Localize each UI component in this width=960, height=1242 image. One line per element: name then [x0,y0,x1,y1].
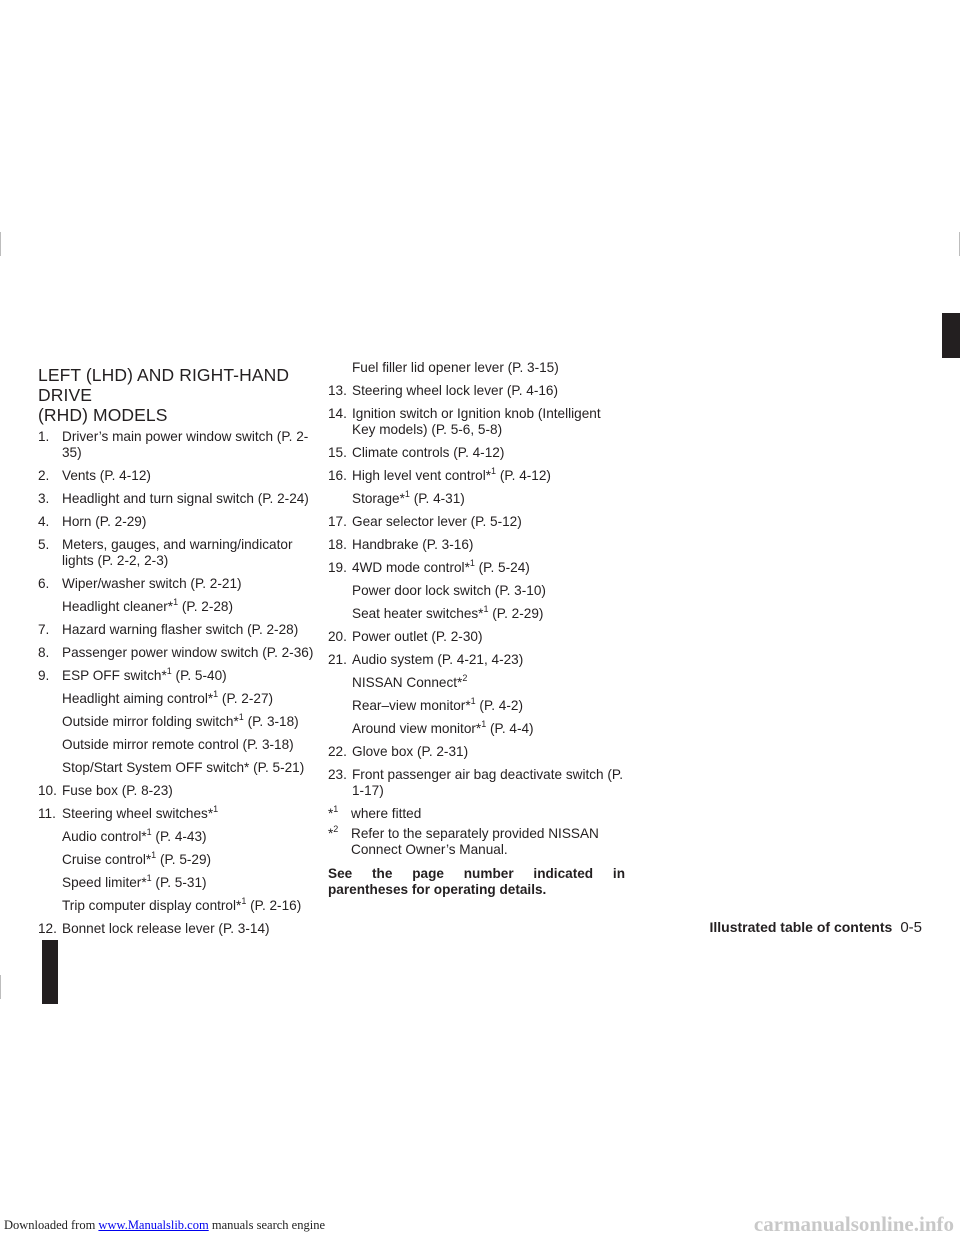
list-item [38,829,323,845]
item-page-ref: (P. 5-40) [171,668,227,683]
asterisk: * [328,826,334,841]
item-page-ref: (P. 2-27) [218,691,274,706]
watermark-logo: carmanualsonline.info [753,1212,954,1236]
item-text: Rear–view monitor* [352,698,471,713]
item-text: Power outlet (P. 2-30) [352,629,483,644]
item-number: 4. [38,514,50,529]
item-text: Hazard warning flasher switch (P. 2-28) [62,622,299,637]
section-thumb-tab [942,313,960,358]
list-item [38,622,323,638]
download-suffix: manuals search engine [208,1218,325,1232]
footnote-ref: 1 [469,558,475,568]
list-item [38,429,323,461]
item-text: High level vent control* [352,468,492,483]
footnote-ref: 1 [166,666,172,676]
list-item [328,491,625,507]
item-page-ref: (P. 4-12) [496,468,551,483]
footnote-ref: 1 [146,873,152,883]
footnote-text: where fitted [351,806,422,821]
list-item [38,806,323,822]
item-text: Storage* [352,491,405,506]
list-item [38,599,323,615]
item-number: 21. [328,652,347,667]
item-text: Steering wheel lock lever (P. 4-16) [352,383,559,398]
item-page-ref: (P. 4-2) [475,698,523,713]
list-item [38,645,323,661]
item-text: Power door lock switch (P. 3-10) [352,583,546,598]
item-text: Passenger power window switch (P. 2-36) [62,645,314,660]
item-number: 12. [38,921,57,936]
item-text: Steering wheel switches* [62,806,214,821]
item-text: Gear selector lever (P. 5-12) [352,514,522,529]
list-item [328,560,625,576]
item-number: 3. [38,491,50,506]
crop-mark [0,975,1,999]
list-item [328,721,625,737]
list-item [328,537,625,553]
list-item [328,606,625,622]
item-number: 8. [38,645,50,660]
footnote-ref: 1 [404,489,410,499]
operating-note: See the page number indicated in parentheses for operating details. [328,866,625,897]
item-number: 14. [328,406,347,421]
left-item-list [38,429,323,937]
right-column [328,360,625,898]
item-text: Wiper/washer switch (P. 2-21) [62,576,242,591]
footnote-ref: 1 [213,804,219,814]
item-page-ref: (P. 2-16) [246,898,302,913]
item-text: Front passenger air bag deactivate switch (P. 1-17) [352,767,624,798]
footnote-ref: 1 [470,696,476,706]
item-text: Climate controls (P. 4-12) [352,445,505,460]
item-text: ESP OFF switch* [62,668,167,683]
right-item-list [328,360,625,799]
item-text: Headlight aiming control* [62,691,214,706]
item-text: Horn (P. 2-29) [62,514,147,529]
item-text: Driver’s main power window switch (P. 2-35) [62,429,309,460]
item-text: Vents (P. 4-12) [62,468,151,483]
asterisk: * [328,806,334,821]
list-item [328,383,625,399]
item-number: 17. [328,514,347,529]
footnote-ref: 1 [491,466,497,476]
item-page-ref: (P. 4-31) [409,491,465,506]
footnote-ref: 1 [481,719,487,729]
item-text: Meters, gauges, and warning/indicator lights (P. 2-2, 2-3) [62,537,293,568]
page-footer [710,919,923,936]
footnote-ref: 2 [462,673,468,683]
footnote-marker [328,826,338,842]
item-number: 7. [38,622,50,637]
list-item [38,898,323,914]
list-item [38,852,323,868]
item-text: Seat heater switches* [352,606,484,621]
item-text: NISSAN Connect* [352,675,463,690]
footnote-text: Refer to the separately provided NISSAN Connect Owner’s Manual. [351,826,599,857]
footnote-ref: 1 [146,827,152,837]
item-text: Outside mirror remote control (P. 3-18) [62,737,294,752]
item-number: 13. [328,383,347,398]
footnote-list [328,806,625,858]
item-page-ref: (P. 5-29) [156,852,212,867]
item-text: Speed limiter* [62,875,147,890]
page-marker-bar [42,940,58,1004]
item-number: 20. [328,629,347,644]
footnote-ref: 1 [151,850,157,860]
heading-line-1: LEFT (LHD) AND RIGHT-HAND DRIVE [38,365,290,405]
item-text: Around view monitor* [352,721,482,736]
list-item [328,629,625,645]
download-prefix: Downloaded from [4,1218,99,1232]
footnote-marker [328,806,338,822]
list-item [38,668,323,684]
footnote-ref: 1 [483,604,489,614]
item-text: Audio control* [62,829,147,844]
item-number: 10. [38,783,57,798]
item-text: Stop/Start System OFF switch* (P. 5-21) [62,760,305,775]
item-page-ref: (P. 2-28) [178,599,234,614]
item-page-ref: (P. 3-18) [243,714,299,729]
item-text: Fuel filler lid opener lever (P. 3-15) [352,360,559,375]
item-number: 22. [328,744,347,759]
list-item [328,445,625,461]
list-item [328,468,625,484]
item-page-ref: (P. 5-24) [474,560,530,575]
item-text: Bonnet lock release lever (P. 3-14) [62,921,270,936]
item-page-ref: (P. 4-4) [486,721,534,736]
item-text: 4WD mode control* [352,560,470,575]
item-number: 18. [328,537,347,552]
item-number: 16. [328,468,347,483]
footnote-ref: 1 [241,896,247,906]
footnote-number: 2 [333,824,339,834]
item-page-ref: (P. 2-29) [488,606,544,621]
footnote-ref: 1 [173,597,179,607]
list-item [328,583,625,599]
heading-line-2: (RHD) MODELS [38,405,168,425]
left-column [38,365,323,944]
item-text: Headlight cleaner* [62,599,174,614]
list-item [38,737,323,753]
item-text: Glove box (P. 2-31) [352,744,469,759]
item-number: 1. [38,429,50,444]
item-number: 6. [38,576,50,591]
item-text: Trip computer display control* [62,898,242,913]
item-page-ref: (P. 4-43) [151,829,207,844]
item-text: Handbrake (P. 3-16) [352,537,474,552]
footer-section-title: Illustrated table of contents [709,919,893,935]
list-item [328,406,625,438]
list-item [38,760,323,776]
item-text: Headlight and turn signal switch (P. 2-24) [62,491,309,506]
list-item [328,698,625,714]
page-heading [38,365,323,425]
footer-page-number: 0-5 [900,919,922,936]
item-text: Audio system (P. 4-21, 4-23) [352,652,524,667]
footnote-number: 1 [333,804,339,814]
item-number: 19. [328,560,347,575]
list-item [38,875,323,891]
item-page-ref: (P. 5-31) [151,875,207,890]
list-item [38,537,323,569]
list-item [328,360,625,376]
footnote-ref: 1 [238,712,244,722]
item-number: 15. [328,445,347,460]
list-item [328,675,625,691]
list-item [38,783,323,799]
item-text: Fuse box (P. 8-23) [62,783,173,798]
item-number: 23. [328,767,347,782]
item-number: 9. [38,668,50,683]
list-item [328,744,625,760]
crop-mark [0,232,1,256]
manualslib-link[interactable]: www.Manualslib.com [98,1218,209,1232]
list-item [38,714,323,730]
footnote-ref: 1 [213,689,219,699]
list-item [38,691,323,707]
footnote [328,806,625,822]
list-item [38,576,323,592]
item-number: 5. [38,537,50,552]
item-text: Ignition switch or Ignition knob (Intelligent Key models) (P. 5-6, 5-8) [352,406,601,437]
item-number: 11. [38,806,56,821]
list-item [328,767,625,799]
list-item [38,514,323,530]
download-banner [4,1218,325,1233]
list-item [38,468,323,484]
footnote [328,826,625,858]
item-number: 2. [38,468,50,483]
item-text: Outside mirror folding switch* [62,714,239,729]
list-item [38,491,323,507]
item-text: Cruise control* [62,852,152,867]
list-item [38,921,323,937]
list-item [328,514,625,530]
list-item [328,652,625,668]
